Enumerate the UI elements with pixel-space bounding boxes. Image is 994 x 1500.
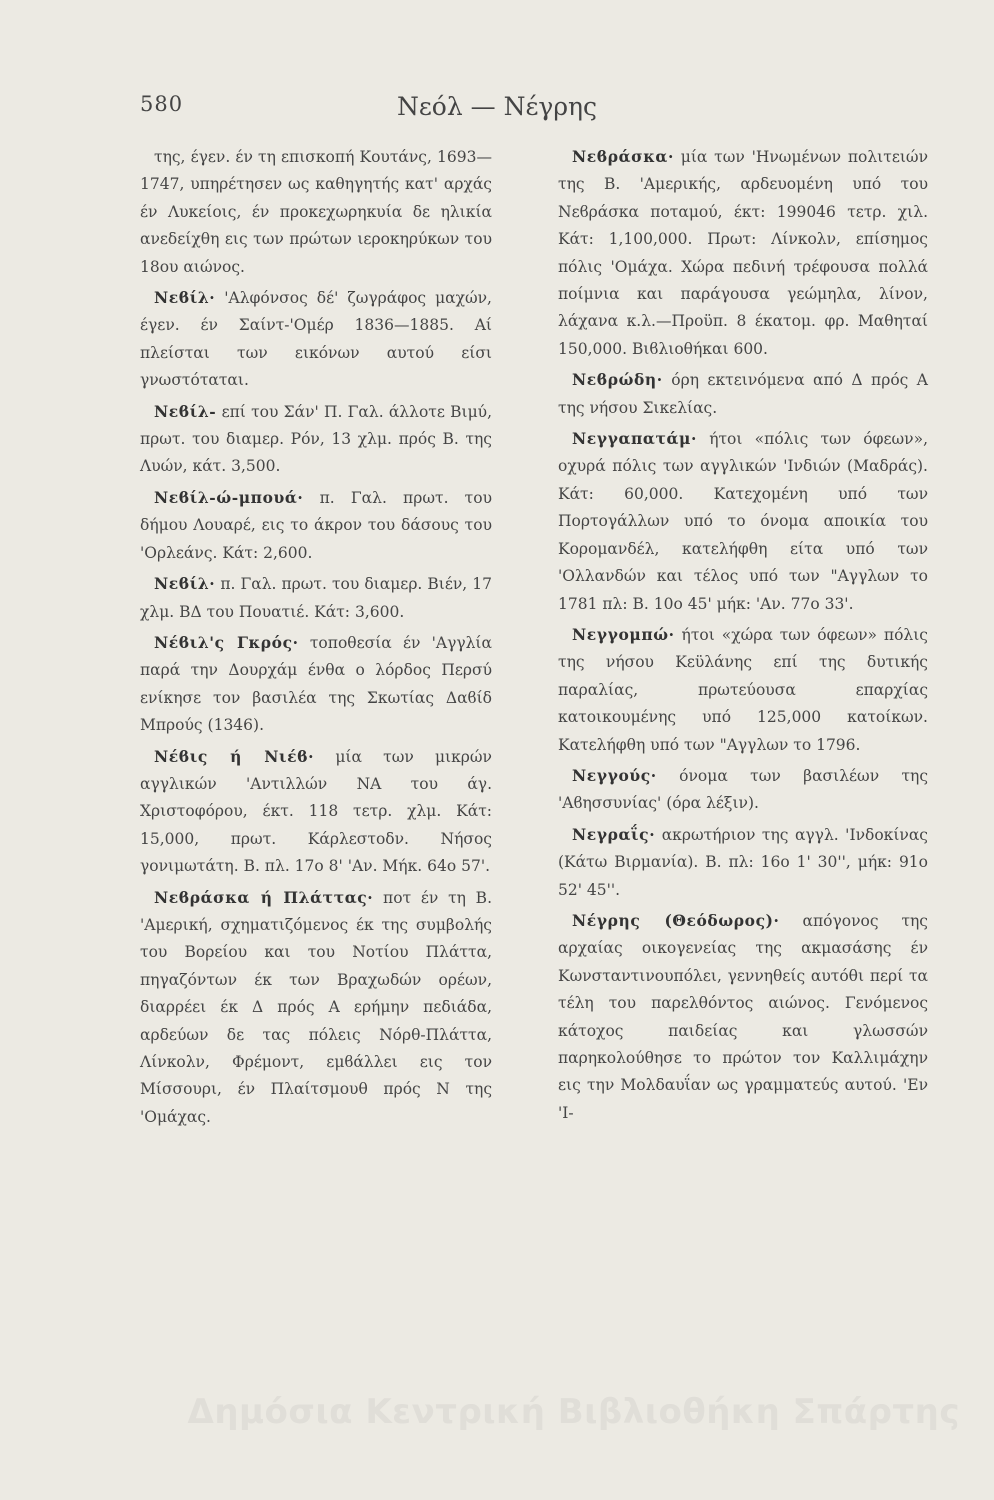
entry-text: τοποθεσία έν 'Αγγλία παρά την Δουρχάμ ένθα ο λόρδος Περσύ ενίκησε τον βασιλέα της Σκωτίας Δαϐίδ Μπρούς (1346). [140,633,492,735]
entry-head: Νεϐίλ· [154,288,216,308]
entry-head: Νεϐράσκα· [572,147,674,166]
entry-head: Νεγγαπατάμ· [572,429,697,449]
entry-text: π. Γαλ. πρωτ. του δήμου Λουαρέ, εις το άκρον του δάσους του 'Ορλεάνς. Κάτ: 2,600. [140,488,493,562]
dictionary-entry [558,762,928,818]
dictionary-entry [558,821,928,904]
library-watermark: Δημόσια Κεντρική Βιβλιοθήκη Σπάρτης [187,1392,960,1432]
entry-text: 'Αλφόνσος δέ' ζωγράφος μαχών, έγεν. έν Σαίντ-'Ομέρ 1836—1885. Αί πλείσται των εικόνων αυτού είσι γνωστόταται. [140,289,492,390]
dictionary-entry [558,907,928,1127]
entry-text: ήτοι «πόλις των όφεων», οχυρά πόλις των αγγλικών 'Ινδιών (Μαδράς). Κάτ: 60,000. Κατεχομένη υπό των Πορτογάλλων υπό το όνομα αποικία του Κορομανδέλ, κατελήφθη είτα υπό των 'Ολλανδών και τέλος υπό των "Αγγλων το 1781 πλ: Β. 10ο 45' μήκ: 'Αν. 77ο 33'. [558,430,928,613]
entry-head: Νέϐις ή Νιέϐ· [154,746,315,766]
right-column [558,143,928,1130]
dictionary-entry [140,884,492,1132]
entry-text: μία των μικρών αγγλικών 'Αντιλλών ΝΑ του άγ. Χριστοφόρου, έκτ. 118 τετρ. χλμ. Κάτ: 15,000, πρωτ. Κάρλεστοδν. Νήσος γονιμωτάτη. Β. πλ. 17ο 8' 'Αν. Μήκ. 64ο 57'. [140,747,492,876]
dictionary-entry [140,570,492,626]
dictionary-entry [140,629,492,740]
entry-text: όνομα των βασιλέων της 'Αϐησσυνίας' (όρα λέξιν). [558,766,928,813]
entry-text: όρη εκτεινόμενα από Δ πρός Α της νήσου Σικελίας. [558,371,928,417]
entry-text: απόγονος της αρχαίας οικογενείας της ακμασάσης έν Κωνσταντινουπόλει, γεννηθείς αυτόθι περί τα τέλη του παρελθόντος αιώνος. Γενόμενος κάτοχος παιδείας και γλωσσών παρηκολούθησε το πρώτον τον Καλλιμάχην εις την Μολδαυΐαν ως γραμματεύς αυτού. 'Εν 'Ι- [558,911,928,1122]
entry-head: Νεϐράσκα ή Πλάττας· [154,887,374,907]
entry-text: μία των 'Ηνωμένων πολιτειών της Β. 'Αμερικής, αρδευομένη υπό του Νεϐράσκα ποταμού, έκτ: 199046 τετρ. χιλ. Κάτ: 1,100,000. Πρωτ: Λίνκολν, επίσημος πόλις 'Ομάχα. Χώρα πεδινή τρέφουσα πολλά ποίμνια και παράγουσα γεώμηλα, λίνον, λάχανα κ.λ.—Προϋπ. 8 έκατομ. φρ. Μαθηταί 150,000. Βιϐλιοθήκαι 600. [558,148,928,358]
entry-text: επί του Σάν' Π. Γαλ. άλλοτε Βιμύ, πρωτ. του διαμερ. Ρόν, 13 χλμ. πρός Β. της Λυών, κάτ. 3,500. [140,402,493,476]
dictionary-entry [558,366,928,422]
dictionary-entry [558,425,928,618]
entry-text: της, έγεν. έν τη επισκοπή Κουτάνς, 1693—1747, υπηρέτησεν ως καθηγητής κατ' αρχάς έν Λυκείοις, έν προκεχωρηκυία δε ηλικία ανεδείχθη εις των πρώτων ιεροκηρύκων του 18ου αιώνος. [140,148,492,276]
entry-head: Νεγγούς· [572,765,657,785]
dictionary-entry [140,398,492,481]
dictionary-entry [140,143,492,281]
entry-text: ποτ έν τη Β. 'Αμερική, σχηματιζόμενος έκ της συμβολής του Βορείου και του Νοτίου Πλάττα, πηγαζόντων έκ των Βραχωδών ορέων, διαρρέει έκ Δ πρός Α ερήμην πεδιάδα, αρδεύων δε τας πόλεις Νόρθ-Πλάττα, Λίνκολν, Φρέμοντ, εμϐάλλει εις τον Μίσσουρι, έν Πλαίτσμουθ πρός Ν της 'Ομάχας. [140,888,492,1126]
running-head: Νεόλ — Νέγρης [396,92,598,121]
entry-head: Νεϐίλ- [154,401,217,421]
entry-head: Νέϐιλ'ς Γκρός· [154,632,299,652]
entry-text: ακρωτήριον της αγγλ. 'Ινδοκίνας (Κάτω Βιρμανία). Β. πλ: 16ο 1' 30'', μήκ: 91ο 52' 45''. [558,825,928,899]
dictionary-entry [140,484,492,567]
dictionary-entry [558,143,928,363]
entry-head: Νεγγομπώ· [572,624,675,644]
entry-text: ήτοι «χώρα των όφεων» πόλις της νήσου Κεϋλάνης επί της δυτικής παραλίας, πρωτεύουσα επαρχίας κατοικουμένης υπό 125,000 κατοίκων. Κατελήφθη υπό των "Αγγλων το 1796. [558,625,928,754]
entry-head: Νεγραΐς· [572,824,656,844]
dictionary-entry [140,284,492,395]
dictionary-entry [140,743,492,881]
dictionary-entry [558,621,928,759]
left-column [140,143,492,1134]
entry-head: Νέγρης (Θεόδωρος)· [572,910,780,930]
entry-head: Νεϐίλ-ώ-μπουά· [154,487,304,507]
page-number: 580 [140,92,184,116]
entry-head: Νεϐρώδη· [572,370,663,390]
entry-head: Νεϐίλ· [154,574,216,594]
entry-text: π. Γαλ. πρωτ. του διαμερ. Βιέν, 17 χλμ. ΒΔ του Πουατιέ. Κάτ: 3,600. [140,575,492,621]
